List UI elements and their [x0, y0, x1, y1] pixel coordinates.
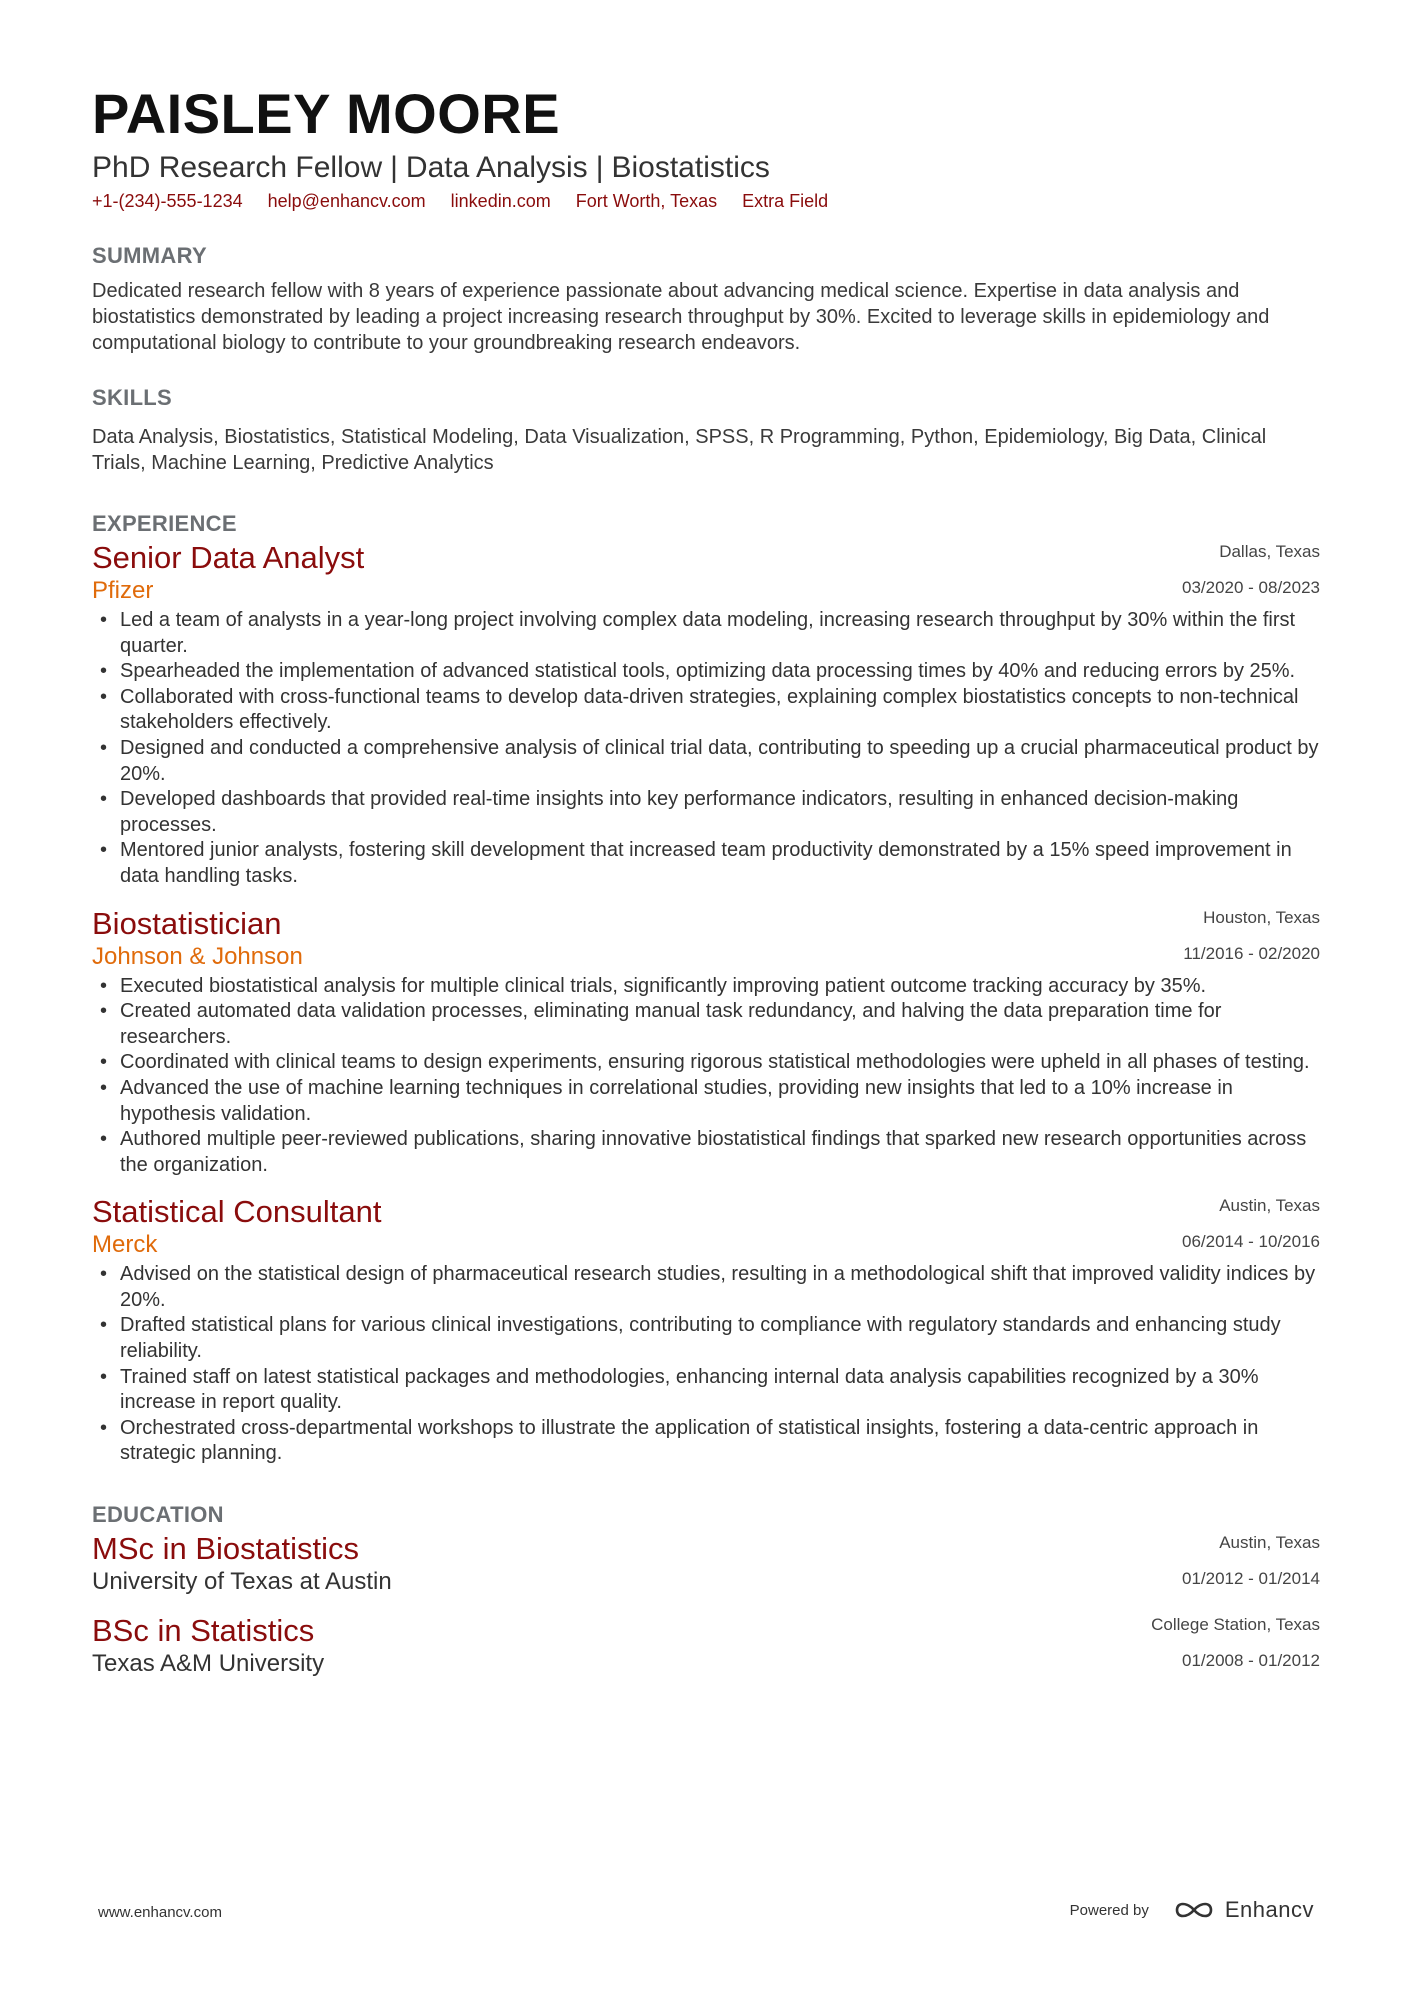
bullet-text: Developed dashboards that provided real-time insights into key performance indicators, resulting in enhanced decision-making processes. [120, 788, 1239, 836]
bullet-text: Coordinated with clinical teams to design experiments, ensuring rigorous statistical methodologies were upheld in all phases of testing. [120, 1051, 1310, 1074]
resume-page [92, 78, 1320, 1678]
bullet-text: Spearheaded the implementation of advanced statistical tools, optimizing data processing times by 40% and reducing errors by 25%. [120, 660, 1296, 683]
bullet-text: Advanced the use of machine learning techniques in correlational studies, providing new insights that led to a 10% increase in hypothesis validation. [120, 1076, 1233, 1125]
section-title-education: EDUCATION [92, 1502, 224, 1528]
bullet-text: Designed and conducted a comprehensive analysis of clinical trial data, contributing to speeding up a crucial pharmaceutical product by 20%. [120, 736, 1319, 785]
bullet-dot-icon: • [100, 1263, 108, 1286]
skills-text: Data Analysis, Biostatistics, Statistical Modeling, Data Visualization, SPSS, R Programming, Python, Epidemiology, Big Data, Clinical Trials, Machine Learning, Predictive Analytics [92, 426, 1267, 474]
bullet-dot-icon: • [100, 1000, 108, 1023]
section-title-summary: SUMMARY [92, 243, 207, 268]
skills-section [92, 384, 1320, 476]
education-dates: 01/2008 - 01/2012 [1181, 1651, 1320, 1671]
education-section [92, 1501, 1320, 1678]
bullet-item [92, 999, 1320, 1050]
headline [92, 150, 1320, 186]
section-title-skills: SKILLS [92, 385, 173, 410]
bullet-dot-icon: • [100, 1128, 108, 1151]
headline-separator: | [595, 151, 604, 184]
bullet-dot-icon: • [100, 974, 108, 997]
job-location: Houston, Texas [1203, 907, 1320, 927]
contact-info [92, 188, 1320, 214]
contact-phone[interactable]: +1-(234)-555-1234 [92, 191, 243, 211]
job-bullets [92, 608, 1320, 890]
experience-entry-header [92, 904, 1320, 972]
candidate-name: PAISLEY MOORE [92, 82, 561, 145]
bullet-item [92, 659, 1320, 685]
bullet-dot-icon: • [100, 1314, 108, 1337]
headline-part-1: PhD Research Fellow [92, 151, 383, 184]
bullet-text: Collaborated with cross-functional teams to develop data-driven strategies, explaining complex biostatistics concepts to non-technical stakeholders effectively. [120, 685, 1299, 734]
experience-entry [92, 538, 1320, 890]
headline-part-2: Data Analysis [405, 151, 588, 184]
education-entry [92, 1611, 1320, 1678]
degree-title: MSc in Biostatistics [92, 1531, 360, 1567]
bullet-dot-icon: • [100, 660, 108, 683]
job-title: Statistical Consultant [92, 1194, 382, 1230]
powered-by-label: Powered by [1069, 1901, 1149, 1919]
contact-location: Fort Worth, Texas [575, 191, 718, 211]
school-location: College Station, Texas [1151, 1615, 1320, 1635]
education-entry-header [92, 1529, 1320, 1596]
section-title-experience: EXPERIENCE [92, 511, 237, 536]
contact-extra-field: Extra Field [742, 191, 829, 211]
job-bullets [92, 1262, 1320, 1467]
school-name: University of Texas at Austin [92, 1568, 392, 1596]
education-entry [92, 1529, 1320, 1596]
brand-name: Enhancv [1224, 1897, 1314, 1922]
experience-entry [92, 904, 1320, 1179]
headline-separator: | [390, 151, 398, 184]
summary-text: Dedicated research fellow with 8 years of experience passionate about advancing medical science. Expertise in data analysis and biostatistics demonstrated by leading a project increasing research throughput by 30%. Excited to leverage skills in epidemiology and computational biology to contribute to your groundbreaking research endeavors. [92, 280, 1270, 354]
footer-website-link[interactable]: www.enhancv.com [98, 1904, 222, 1921]
bullet-dot-icon: • [100, 685, 108, 708]
bullet-item [92, 1050, 1320, 1076]
bullet-text: Trained staff on latest statistical packages and methodologies, enhancing internal data analysis capabilities recognized by a 30% increase in report quality. [120, 1365, 1259, 1414]
summary-section [92, 242, 1320, 356]
bullet-item [92, 685, 1320, 736]
school-location: Austin, Texas [1219, 1533, 1320, 1553]
bullet-item [92, 1365, 1320, 1416]
bullet-dot-icon: • [100, 1076, 108, 1099]
bullet-item [92, 1127, 1320, 1178]
company-name: Pfizer [92, 577, 154, 604]
contact-email[interactable]: help@enhancv.com [267, 191, 426, 211]
bullet-text: Executed biostatistical analysis for multiple clinical trials, significantly improving patient outcome tracking accuracy by 35%. [120, 974, 1207, 997]
bullet-dot-icon: • [100, 788, 108, 811]
job-dates: 11/2016 - 02/2020 [1183, 943, 1320, 963]
contact-linkedin[interactable]: linkedin.com [450, 191, 551, 211]
bullet-dot-icon: • [100, 1365, 108, 1388]
experience-entry [92, 1192, 1320, 1467]
experience-entry-header [92, 1192, 1320, 1260]
job-location: Austin, Texas [1219, 1196, 1320, 1216]
bullet-text: Led a team of analysts in a year-long project involving complex data modeling, increasing research throughput by 30% within the first quarter. [120, 609, 1296, 657]
bullet-text: Mentored junior analysts, fostering skill development that increased team productivity demonstrated by a 15% speed improvement in data handling tasks. [120, 839, 1292, 887]
bullet-text: Authored multiple peer-reviewed publications, sharing innovative biostatistical findings that sparked new research opportunities across the organization. [120, 1128, 1307, 1176]
headline-part-3: Biostatistics [611, 151, 770, 184]
bullet-item [92, 787, 1320, 838]
enhancv-logo-icon [1171, 1896, 1217, 1924]
bullet-text: Drafted statistical plans for various clinical investigations, contributing to compliance with regulatory standards and enhancing study reliability. [120, 1314, 1281, 1363]
job-dates: 03/2020 - 08/2023 [1181, 578, 1320, 597]
education-entry-header [92, 1611, 1320, 1678]
company-name: Merck [92, 1231, 158, 1259]
bullet-item [92, 974, 1320, 1000]
job-bullets [92, 974, 1320, 1179]
bullet-dot-icon: • [100, 1416, 108, 1439]
company-name: Johnson & Johnson [92, 942, 303, 970]
bullet-item [92, 1262, 1320, 1313]
school-name: Texas A&M University [92, 1650, 325, 1678]
footer-branding[interactable] [1070, 1896, 1314, 1924]
resume-header [92, 78, 1320, 214]
bullet-item [92, 1076, 1320, 1127]
degree-title: BSc in Statistics [92, 1613, 315, 1649]
bullet-item [92, 736, 1320, 787]
bullet-dot-icon: • [100, 736, 108, 759]
bullet-item [92, 1416, 1320, 1467]
bullet-item [92, 1313, 1320, 1364]
experience-entry-header [92, 538, 1320, 606]
experience-section [92, 510, 1320, 1467]
bullet-item [92, 608, 1320, 659]
bullet-text: Created automated data validation processes, eliminating manual task redundancy, and halving the data preparation time for researchers. [120, 1000, 1222, 1048]
job-title: Biostatistician [92, 905, 282, 941]
job-title: Senior Data Analyst [92, 540, 365, 575]
bullet-dot-icon: • [100, 839, 108, 862]
bullet-item [92, 838, 1320, 889]
bullet-text: Orchestrated cross-departmental workshops to illustrate the application of statistical insights, fostering a data-centric approach in strategic planning. [120, 1416, 1259, 1465]
bullet-text: Advised on the statistical design of pharmaceutical research studies, resulting in a methodological shift that improved validity indices by 20%. [120, 1263, 1316, 1311]
bullet-dot-icon: • [100, 1051, 108, 1074]
bullet-dot-icon: • [100, 609, 108, 631]
job-dates: 06/2014 - 10/2016 [1181, 1232, 1320, 1252]
job-location: Dallas, Texas [1219, 542, 1320, 561]
education-dates: 01/2012 - 01/2014 [1181, 1569, 1320, 1589]
